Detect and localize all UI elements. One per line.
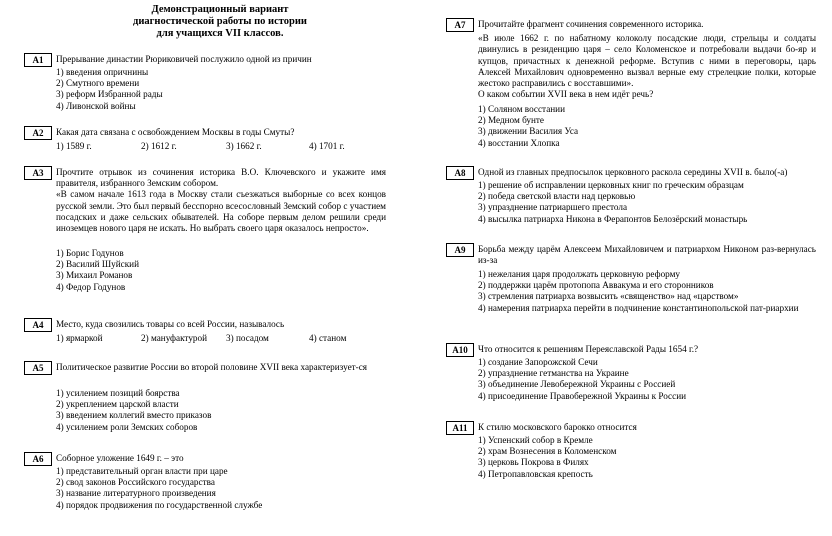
option-1: 1) Борис Годунов [56,248,124,258]
question-label: A4 [24,318,52,332]
options-list [478,269,808,314]
question-label: A2 [24,126,52,140]
option-2: 2) упразднение гетманства на Украине [478,368,629,379]
options-list [478,435,616,480]
option-3: 3) движении Василия Уса [478,126,579,137]
option-1: 1) представительный орган власти при царе [56,466,228,476]
question-text: Прочитайте фрагмент сочинения современного историка. [478,19,704,29]
options-list [56,67,163,112]
option-4: 4) усилением роли Земских соборов [56,421,198,432]
option-1: 1) Успенский собор в Кремле [478,435,593,445]
question-label: A10 [446,343,474,357]
question-label: A6 [24,452,52,466]
quote-text: «В июле 1662 г. по набатному колоколу посадские люди, стрельцы и солдаты двинулись в резиденцию царя – село Коломенское и потребовали выдачи бо-яр и купцов, причастных к денежной реформе. Вступив с ними в переговоры, царь Алексей Михайлович одновременно вызвал верные ему стрелецкие полки, которые жестоко расправились с восставшими». [478,33,816,89]
question-text: Что относится к решениям Переяславской Рады 1654 г.? [478,344,699,354]
option-4: 4) станом [309,333,347,343]
question-text: Одной из главных предпосылок церковного раскола середины XVII в. было(-а) [478,167,788,177]
question-label: A3 [24,166,52,180]
question-text: Соборное уложение 1649 г. – это [56,453,184,463]
option-4: 4) намерения патриарха перейти в подчинение константинопольской пат-риархии [478,302,799,313]
question-text: К стилю московского барокко относится [478,422,637,432]
page-title [60,4,380,40]
option-3: 3) объединение Левобережной Украины с Россией [478,379,676,390]
option-2: 2) Смутного времени [56,78,140,89]
title-line-2: диагностической работы по истории [133,16,307,27]
question-label: A1 [24,53,52,67]
question-prompt: О каком событии XVII века в нем идёт речь? [478,89,654,100]
option-2: 2) 1612 г. [141,141,177,151]
question-text: Борьба между царём Алексеем Михайловичем и патриархом Никоном раз-вернулась из-за [478,244,816,266]
option-2: 2) свод законов Российского государства [56,477,215,488]
option-4: 4) 1701 г. [309,141,345,151]
quote-text: «В самом начале 1613 года в Москву стали съезжаться выборные со всех концов русской земли. Это был первый бесспорно всесословный Земский собор с участием посадских и даже сельских обывателей. На соборе первым делом решили среди иноземцев нового царя не искать. Но выбрать своего царя оказалось непросто». [56,189,386,234]
option-3: 3) реформ Избранной рады [56,89,163,100]
option-2: 2) победа светской власти над церковью [478,191,636,202]
option-2: 2) храм Вознесения в Коломенском [478,446,617,457]
options-list [56,466,262,511]
option-1: 1) введения опричнины [56,67,149,77]
title-line-1: Демонстрационный вариант [151,4,289,15]
option-3: 3) посадом [226,333,269,343]
question-label: A9 [446,243,474,257]
option-3: 3) упразднение патриаршего престола [478,202,628,213]
option-1: 1) 1589 г. [56,141,92,151]
option-4: 4) порядок продвижения по государственной службе [56,499,263,510]
option-1: 1) создание Запорожской Сечи [478,357,598,367]
question-text: Прочтите отрывок из сочинения историка В.О. Ключевского и укажите имя правителя, избранного Земским собором. [56,167,386,189]
option-4: 4) Петропавловская крепость [478,468,593,479]
question-text: Какая дата связана с освобождением Москвы в годы Смуты? [56,127,295,137]
option-3: 3) церковь Покрова в Филях [478,457,589,468]
option-3: 3) стремления патриарха возвысить «священство» над «царством» [478,291,739,302]
option-2: 2) Медном бунте [478,115,545,126]
option-3: 3) Михаил Романов [56,270,133,281]
question-text: Политическое развитие России во второй половине XVII века характеризует-ся [56,362,368,372]
question-label: A8 [446,166,474,180]
option-4: 4) высылка патриарха Никона в Ферапонтов Белозёрский монастырь [478,213,748,224]
option-1: 1) Соляном восстании [478,104,566,114]
option-4: 4) восстании Хлопка [478,137,560,148]
title-line-3: для учащихся VII классов. [156,28,284,39]
question-label: A5 [24,361,52,375]
option-2: 2) укреплением царской власти [56,399,179,410]
option-1: 1) ярмаркой [56,333,103,343]
options-list [478,104,578,149]
option-4: 4) Федор Годунов [56,281,126,292]
option-1: 1) усилением позиций боярства [56,388,180,398]
option-2: 2) мануфактурой [141,333,208,343]
option-1: 1) решение об исправлении церковных книг по греческим образцам [478,180,744,190]
option-3: 3) введением коллегий вместо приказов [56,410,212,421]
question-label: A7 [446,18,474,32]
question-text: Прерывание династии Рюриковичей послужило одной из причин [56,54,312,64]
option-1: 1) нежелания царя продолжать церковную реформу [478,269,681,279]
question-label: A11 [446,421,474,435]
options-list [56,248,139,293]
option-4: 4) Ливонской войны [56,100,136,111]
question-text: Место, куда свозились товары со всей России, называлось [56,319,285,329]
option-3: 3) 1662 г. [226,141,262,151]
option-4: 4) присоединение Правобережной Украины к России [478,390,687,401]
option-2: 2) Василий Шуйский [56,259,140,270]
options-list [478,357,686,402]
option-2: 2) поддержки царём протопопа Аввакума и его сторонников [478,280,714,291]
options-list [478,180,747,225]
option-3: 3) название литературного произведения [56,488,216,499]
options-list [56,388,211,433]
